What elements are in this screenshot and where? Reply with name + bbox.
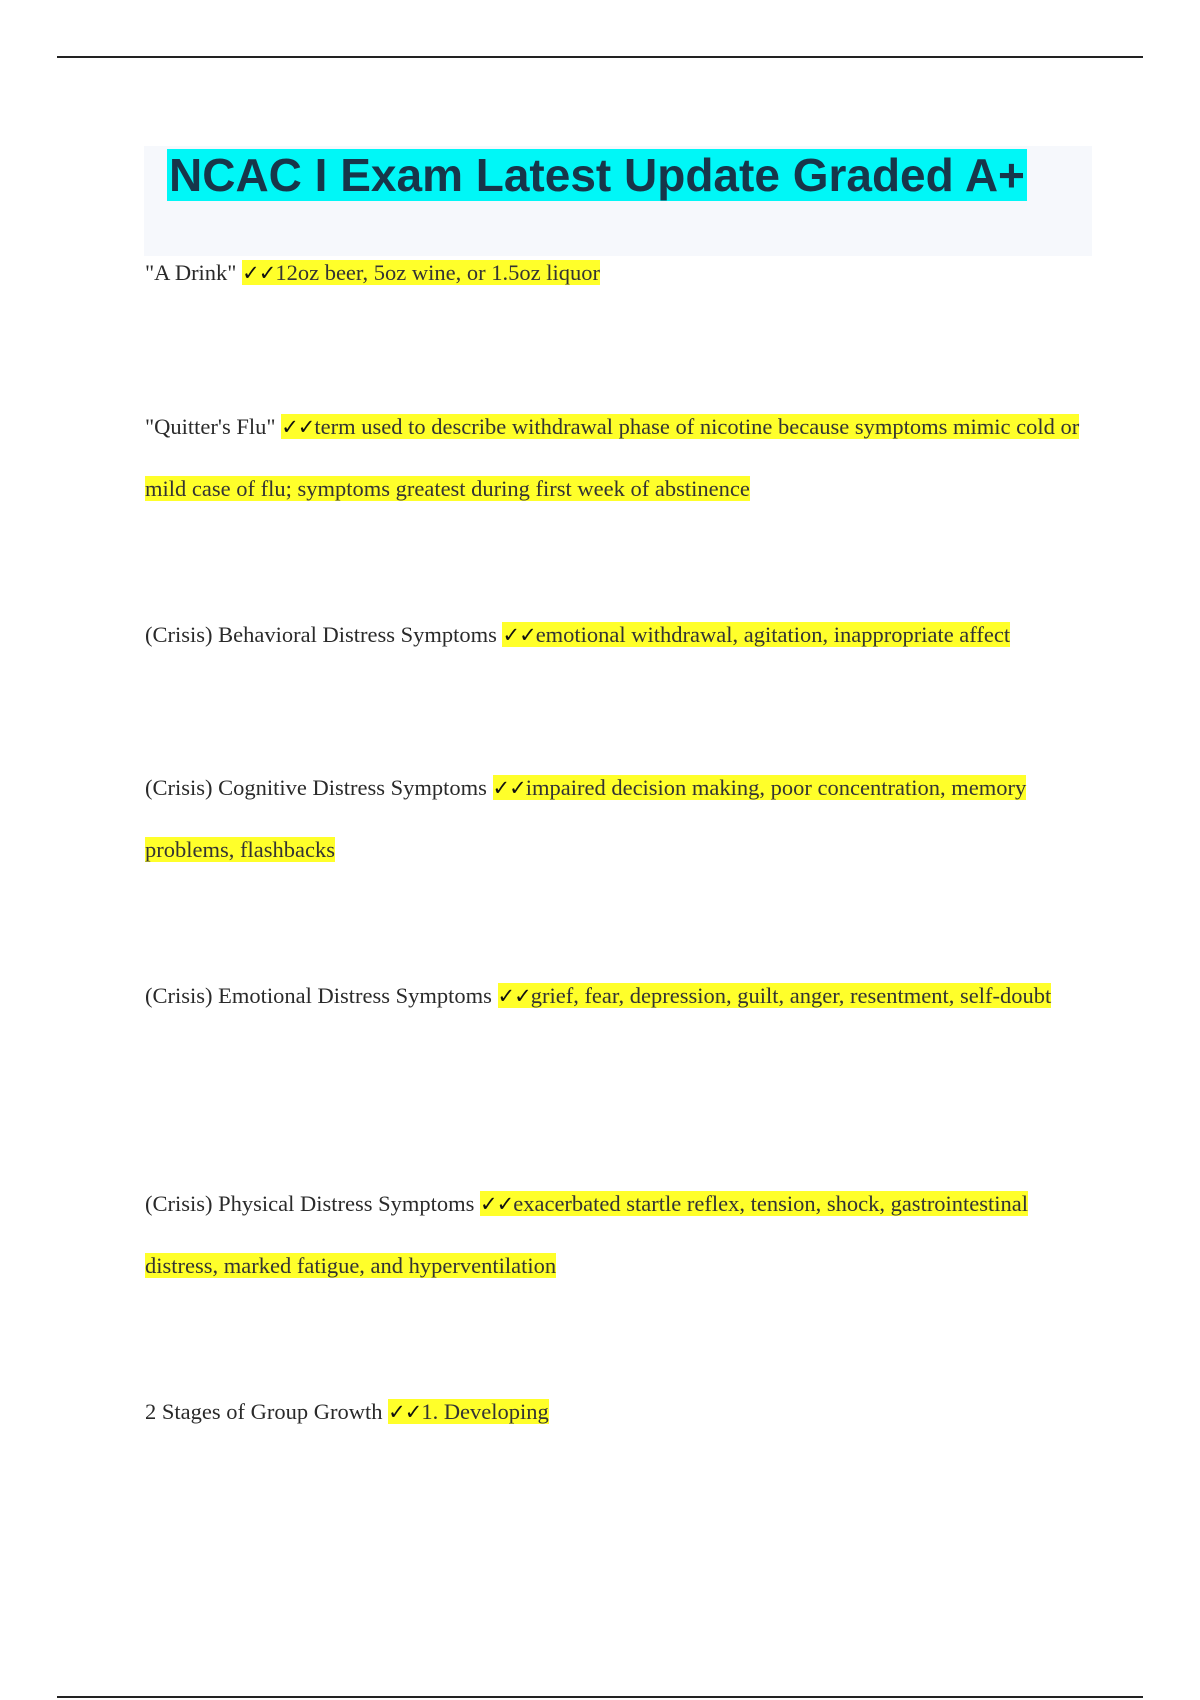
page-title (167, 146, 1027, 204)
entry-definition: ✓✓1. Developing (388, 1399, 549, 1424)
entry-cognitive-distress (145, 757, 1085, 880)
entry-term: (Crisis) Emotional Distress Symptoms (145, 983, 492, 1008)
entry-term: "Quitter's Flu" (145, 414, 276, 439)
entry-definition: ✓✓emotional withdrawal, agitation, inappropriate affect (502, 622, 1011, 647)
double-check-icon: ✓✓ (480, 1192, 514, 1216)
entry-definition: ✓✓grief, fear, depression, guilt, anger, resentment, self-doubt (497, 983, 1052, 1008)
double-check-icon: ✓✓ (281, 415, 315, 439)
entry-term: 2 Stages of Group Growth (145, 1399, 383, 1424)
entry-term: (Crisis) Physical Distress Symptoms (145, 1191, 475, 1216)
entry-emotional-distress (145, 965, 1085, 1027)
entry-term: (Crisis) Behavioral Distress Symptoms (145, 622, 497, 647)
double-check-icon: ✓✓ (497, 984, 531, 1008)
entry-definition: ✓✓term used to describe withdrawal phase of nicotine because symptoms mimic cold or mild case of flu; symptoms greatest during first week of abstinence (145, 414, 1080, 501)
double-check-icon: ✓✓ (502, 623, 536, 647)
double-check-icon: ✓✓ (242, 261, 276, 285)
entry-behavioral-distress (145, 604, 1085, 666)
entry-physical-distress (145, 1173, 1085, 1296)
entry-group-growth (145, 1381, 1085, 1443)
entry-a-drink (145, 242, 1085, 304)
entry-term: (Crisis) Cognitive Distress Symptoms (145, 775, 487, 800)
top-rule (57, 56, 1143, 58)
entry-definition: ✓✓impaired decision making, poor concentration, memory problems, flashbacks (145, 775, 1027, 862)
double-check-icon: ✓✓ (388, 1400, 422, 1424)
entry-term: "A Drink" (145, 260, 237, 285)
entry-definition: ✓✓12oz beer, 5oz wine, or 1.5oz liquor (242, 260, 600, 285)
page-title-text: NCAC I Exam Latest Update Graded A+ (169, 149, 1025, 201)
double-check-icon: ✓✓ (492, 776, 526, 800)
entry-quitters-flu (145, 396, 1085, 519)
entry-definition: ✓✓exacerbated startle reflex, tension, shock, gastrointestinal distress, marked fatigue, and hyperventilation (145, 1191, 1029, 1278)
bottom-rule (57, 1696, 1143, 1698)
